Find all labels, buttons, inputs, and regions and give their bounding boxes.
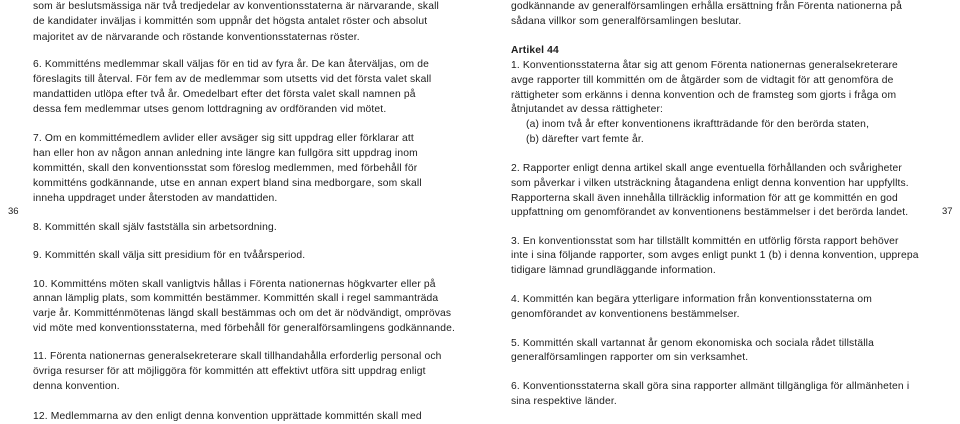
text-line: 6. Konventionsstaterna skall göra sina rapporter allmänt tillgängliga för allmänheten i xyxy=(511,381,910,392)
text-line: 6. Kommitténs medlemmar skall väljas för en tid av fyra år. De kan återväljas, om de xyxy=(33,59,430,70)
text-line: rättigheter som erkänns i denna konvention och de framsteg som gjorts i fråga om xyxy=(511,90,897,101)
text-line: sådana villkor som generalförsamlingen beslutar. xyxy=(511,16,742,27)
text-line: de kandidater inväljas i kommittén som uppnår det högsta antalet röster och absolut xyxy=(33,16,428,27)
text-line: inneha uppdraget under återstoden av mandattiden. xyxy=(33,193,278,204)
text-line: 9. Kommittén skall välja sitt presidium för en tvåårsperiod. xyxy=(33,250,306,261)
text-line: övriga resurser för att möjliggöra för kommittén att effektivt utföra sitt uppdrag enligt xyxy=(33,366,426,377)
text-line: 11. Förenta nationernas generalsekreterare skall tillhandahålla erforderlig personal och xyxy=(33,351,442,362)
text-line: kommittén, skall den konventionsstat som föreslog medlemmen, med förbehåll för xyxy=(33,163,418,174)
text-line: Rapporterna skall även innehålla tillräcklig information för att ge kommittén en god xyxy=(511,193,898,204)
text-line: denna konvention. xyxy=(33,381,120,392)
text-line: föreslagits till återval. För fem av de medlemmar som utsetts vid det första valet skall xyxy=(33,74,432,85)
text-line: varje år. Kommitténmötenas längd skall bestämmas och om det är nödvändigt, omprövas xyxy=(33,308,452,319)
text-line: 4. Kommittén kan begära ytterligare information från konventionsstaterna om xyxy=(511,294,872,305)
text-line: sina respektive länder. xyxy=(511,396,617,407)
text-line: 7. Om en kommittémedlem avlider eller avsäger sig sitt uppdrag eller förklarar att xyxy=(33,133,414,144)
text-line: generalförsamlingen rapporter om sin verksamhet. xyxy=(511,352,749,363)
text-line: inte i sina följande rapporter, som avges enligt punkt 1 (b) i denna konvention, upprepa xyxy=(511,250,919,261)
text-line: 10. Kommitténs möten skall vanligtvis hållas i Förenta nationernas högkvarter eller på xyxy=(33,279,436,290)
text-line: uppfattning om genomförandet av konventionens bestämmelser i det berörda landet. xyxy=(511,207,909,218)
text-line: annan lämplig plats, som kommittén bestämmer. Kommittén skall i regel sammanträda xyxy=(33,293,439,304)
text-line: tidigare lämnad grundläggande information. xyxy=(511,265,716,276)
page-number-left: 36 xyxy=(8,206,19,217)
text-line: 2. Rapporter enligt denna artikel skall ange eventuella förhållanden och svårigheter xyxy=(511,163,902,174)
page-number-right: 37 xyxy=(942,206,953,217)
text-line: som är beslutsmässiga när två tredjedelar av konventionsstaterna är närvarande, skall xyxy=(33,1,439,12)
text-line: dessa fem medlemmar utses genom lottdragning av ordföranden vid mötet. xyxy=(33,104,387,115)
text-line: vid möte med konventionsstaterna, med förbehåll för generalförsamlingens godkännande. xyxy=(33,323,456,334)
text-line: godkännande av generalförsamlingen erhålla ersättning från Förenta nationerna på xyxy=(511,1,902,12)
text-line: mandattiden utlöpa efter två år. Omedelbart efter det första valet skall namnen på xyxy=(33,89,416,100)
text-line: han eller hon av någon annan anledning inte längre kan fullgöra sitt uppdrag inom xyxy=(33,148,418,159)
text-line: åtnjutandet av dessa rättigheter: xyxy=(511,104,664,115)
text-line: 8. Kommittén skall själv fastställa sin arbetsordning. xyxy=(33,222,277,233)
text-line: kommitténs godkännande, utse en annan expert bland sina medborgare, som skall xyxy=(33,178,422,189)
text-line: avge rapporter till kommittén om de åtgärder som de vidtagit för att genomföra de xyxy=(511,75,894,86)
text-line: 12. Medlemmarna av den enligt denna konvention upprättade kommittén skall med xyxy=(33,411,422,422)
text-line: majoritet av de närvarande och röstande konventionsstaternas röster. xyxy=(33,32,360,43)
text-line: 5. Kommittén skall vartannat år genom ekonomiska och sociala rådet tillställa xyxy=(511,338,874,349)
text-line: genomförandet av konventionens bestämmelser. xyxy=(511,309,740,320)
text-line: (b) därefter vart femte år. xyxy=(526,134,644,145)
text-line: (a) inom två år efter konventionens ikraftträdande för den berörda staten, xyxy=(526,119,870,130)
text-line: 1. Konventionsstaterna åtar sig att genom Förenta nationernas generalsekreterare xyxy=(511,60,898,71)
text-line: 3. En konventionsstat som har tillställt kommittén en utförlig första rapport behöver xyxy=(511,236,899,247)
article-heading: Artikel 44 xyxy=(511,45,559,56)
text-line: som påverkar i vilken utsträckning åtagandena enligt denna konvention har uppfyllts. xyxy=(511,178,909,189)
